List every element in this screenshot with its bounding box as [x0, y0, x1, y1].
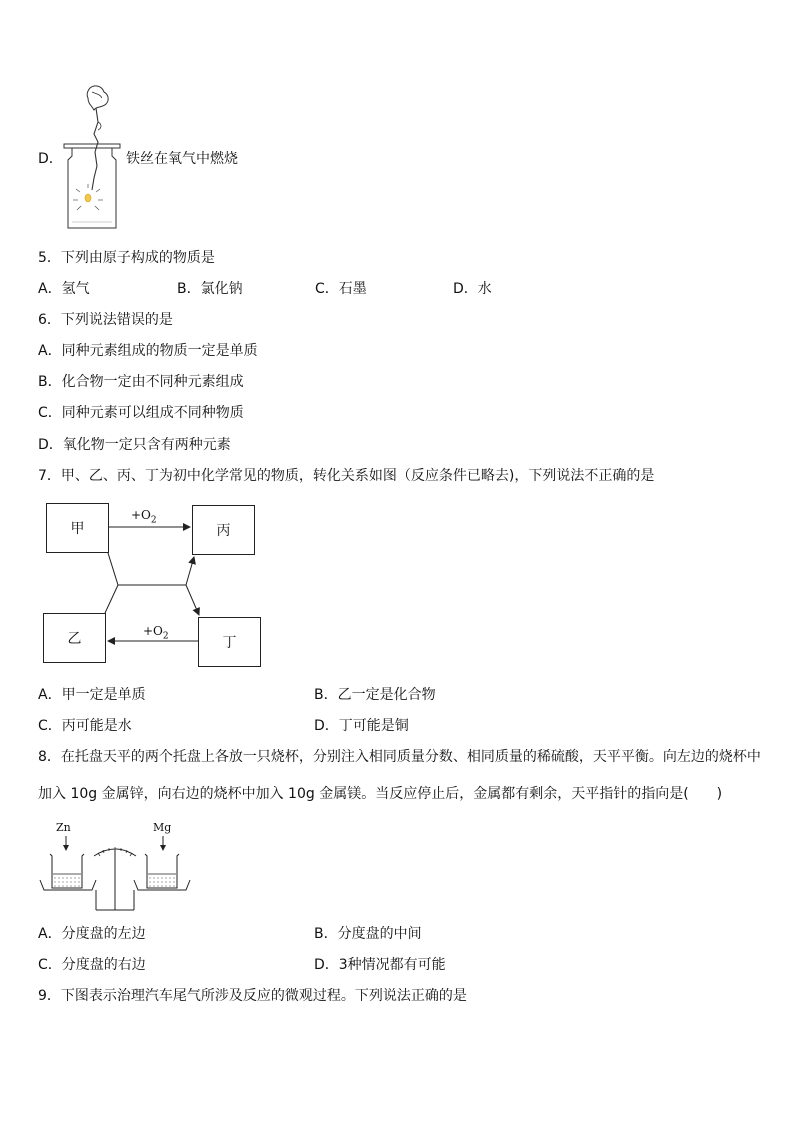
q4-option-d-text: 铁丝在氧气中燃烧	[126, 151, 238, 167]
q7-option-c: C．丙可能是水	[38, 718, 132, 734]
q6-option-a: A．同种元素组成的物质一定是单质	[38, 343, 258, 359]
q8-option-b: B．分度盘的中间	[314, 926, 422, 942]
q6-option-d: D．氧化物一定只含有两种元素	[38, 437, 231, 453]
balance-scale-figure	[36, 834, 196, 914]
q5-option-c: C．石墨	[315, 281, 367, 297]
q8-stem-line2: 加入 10g 金属锌，向右边的烧杯中加入 10g 金属镁。当反应停止后，金属都有剩余，天平指针的指向是( )	[38, 786, 723, 802]
q8-option-d: D．3种情况都有可能	[314, 957, 446, 973]
q7-box-ding: 丁	[198, 617, 261, 667]
q8-option-c: C．分度盘的右边	[38, 957, 146, 973]
q9-stem: 9．下图表示治理汽车尾气所涉及反应的微观过程。下列说法正确的是	[38, 988, 467, 1004]
q7-stem: 7．甲、乙、丙、丁为初中化学常见的物质，转化关系如图（反应条件已略去)，下列说法不正确的是	[38, 468, 655, 484]
q8-stem-line1: 8．在托盘天平的两个托盘上各放一只烧杯，分别注入相同质量分数、相同质量的稀硫酸，天平平衡。向左边的烧杯中	[38, 749, 761, 765]
q5-option-d: D．水	[453, 281, 492, 297]
q7-option-b: B．乙一定是化合物	[314, 687, 436, 703]
q7-box-yi: 乙	[43, 613, 106, 663]
q7-box-jia: 甲	[46, 503, 109, 553]
q7-arrow-bottom-label: $+O_2$	[143, 624, 169, 642]
q7-box-bing: 丙	[192, 505, 255, 555]
q6-stem: 6．下列说法错误的是	[38, 312, 173, 328]
q7-option-a: A．甲一定是单质	[38, 687, 146, 703]
q8-zn-label: Zn	[56, 821, 71, 834]
q4-option-d-letter: D．	[38, 151, 63, 167]
q8-mg-label: Mg	[153, 821, 172, 834]
q7-arrow-top-label: $+O_2$	[131, 508, 157, 526]
q5-option-a: A．氢气	[38, 281, 90, 297]
q7-option-d: D．丁可能是铜	[314, 718, 409, 734]
q6-option-c: C．同种元素可以组成不同种物质	[38, 405, 244, 421]
q8-option-a: A．分度盘的左边	[38, 926, 146, 942]
q5-stem: 5．下列由原子构成的物质是	[38, 250, 215, 266]
q5-option-b: B．氯化钠	[177, 281, 243, 297]
q6-option-b: B．化合物一定由不同种元素组成	[38, 374, 244, 390]
